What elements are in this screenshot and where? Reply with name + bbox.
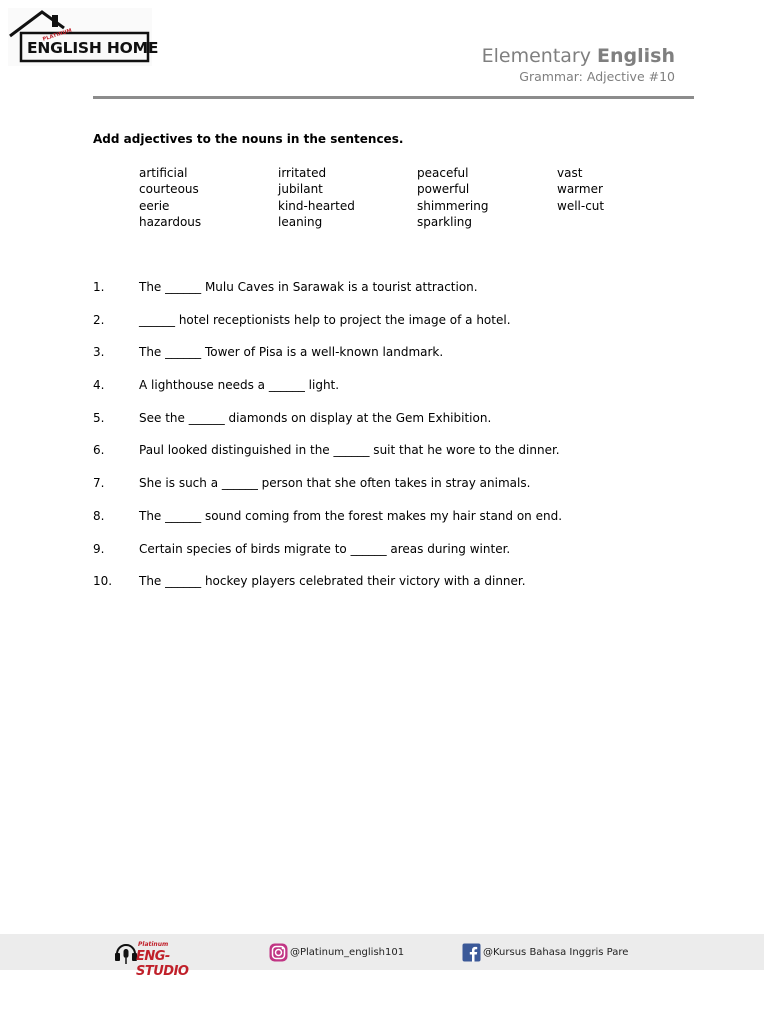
word-bank-column-1 <box>139 165 201 230</box>
word-bank-item: jubilant <box>278 182 323 197</box>
word-bank-item: shimmering <box>417 198 489 213</box>
question-number: 7. <box>93 476 105 491</box>
question-item <box>93 541 713 574</box>
page-title <box>482 44 675 68</box>
logo-brand-text: ENGLISH HOME <box>27 39 159 57</box>
question-text: A lighthouse needs a ______ light. <box>139 378 340 393</box>
question-item <box>93 573 713 606</box>
question-text: Paul looked distinguished in the ______ suit that he wore to the dinner. <box>139 443 560 458</box>
instruction-text: Add adjectives to the nouns in the sentences. <box>93 132 404 146</box>
studio-main-text: ENG-STUDIO <box>136 949 189 979</box>
question-number: 9. <box>93 541 105 556</box>
word-bank-item: leaning <box>278 214 323 229</box>
word-bank-item: courteous <box>139 182 199 197</box>
question-number: 3. <box>93 345 105 360</box>
instagram-icon <box>269 943 288 962</box>
title-bold: English <box>597 45 675 67</box>
question-text: Certain species of birds migrate to ______ areas during winter. <box>139 541 511 556</box>
logo-platinum-text: PLATINUM <box>42 27 73 43</box>
facebook-link[interactable] <box>462 942 628 962</box>
question-item <box>93 508 713 541</box>
question-number: 5. <box>93 410 105 425</box>
house-icon <box>8 8 152 66</box>
question-text: The ______ Tower of Pisa is a well-known landmark. <box>139 345 444 360</box>
headphones-mic-icon <box>114 940 138 966</box>
question-text: The ______ sound coming from the forest makes my hair stand on end. <box>139 508 563 523</box>
question-item <box>93 344 713 377</box>
word-bank-column-4 <box>557 165 604 214</box>
header-divider <box>93 96 694 99</box>
question-text: The ______ hockey players celebrated their victory with a dinner. <box>139 574 526 589</box>
studio-small-text: Platinum <box>138 941 169 948</box>
word-bank-column-2 <box>278 165 355 230</box>
word-bank-item: eerie <box>139 198 170 213</box>
title-light: Elementary <box>481 45 591 67</box>
question-number: 1. <box>93 280 105 294</box>
question-item <box>93 475 713 508</box>
word-bank-item: well-cut <box>557 198 605 213</box>
question-text: The ______ Mulu Caves in Sarawak is a tourist attraction. <box>139 280 478 294</box>
word-bank <box>139 165 699 235</box>
eng-studio-logo <box>114 940 214 979</box>
instagram-link[interactable] <box>269 942 404 962</box>
question-number: 8. <box>93 508 105 523</box>
word-bank-item: warmer <box>557 182 603 197</box>
question-item <box>93 279 713 312</box>
question-item <box>93 377 713 410</box>
facebook-icon <box>462 943 481 962</box>
word-bank-item: vast <box>557 166 583 180</box>
word-bank-item: hazardous <box>139 214 202 229</box>
instagram-handle: @Platinum_english101 <box>290 946 405 958</box>
header-title-block <box>482 44 675 86</box>
word-bank-item: sparkling <box>417 214 472 229</box>
word-bank-item: peaceful <box>417 166 469 180</box>
facebook-handle: @Kursus Bahasa Inggris Pare <box>483 946 629 958</box>
word-bank-item: irritated <box>278 166 327 180</box>
word-bank-item: powerful <box>417 182 470 197</box>
question-item <box>93 442 713 475</box>
question-list <box>93 279 713 606</box>
page-subtitle: Grammar: Adjective #10 <box>519 69 675 84</box>
question-number: 2. <box>93 312 105 327</box>
word-bank-item: artificial <box>139 166 188 180</box>
word-bank-column-3 <box>417 165 488 230</box>
question-item <box>93 312 713 345</box>
question-item <box>93 410 713 443</box>
word-bank-item: kind-hearted <box>278 198 355 213</box>
question-number: 4. <box>93 378 105 393</box>
question-text: ______ hotel receptionists help to project the image of a hotel. <box>139 312 511 327</box>
question-number: 10. <box>93 574 113 589</box>
question-text: See the ______ diamonds on display at the Gem Exhibition. <box>139 410 492 425</box>
question-text: She is such a ______ person that she often takes in stray animals. <box>139 476 531 491</box>
english-home-logo <box>8 8 159 66</box>
question-number: 6. <box>93 443 105 458</box>
footer-bar <box>0 934 764 979</box>
